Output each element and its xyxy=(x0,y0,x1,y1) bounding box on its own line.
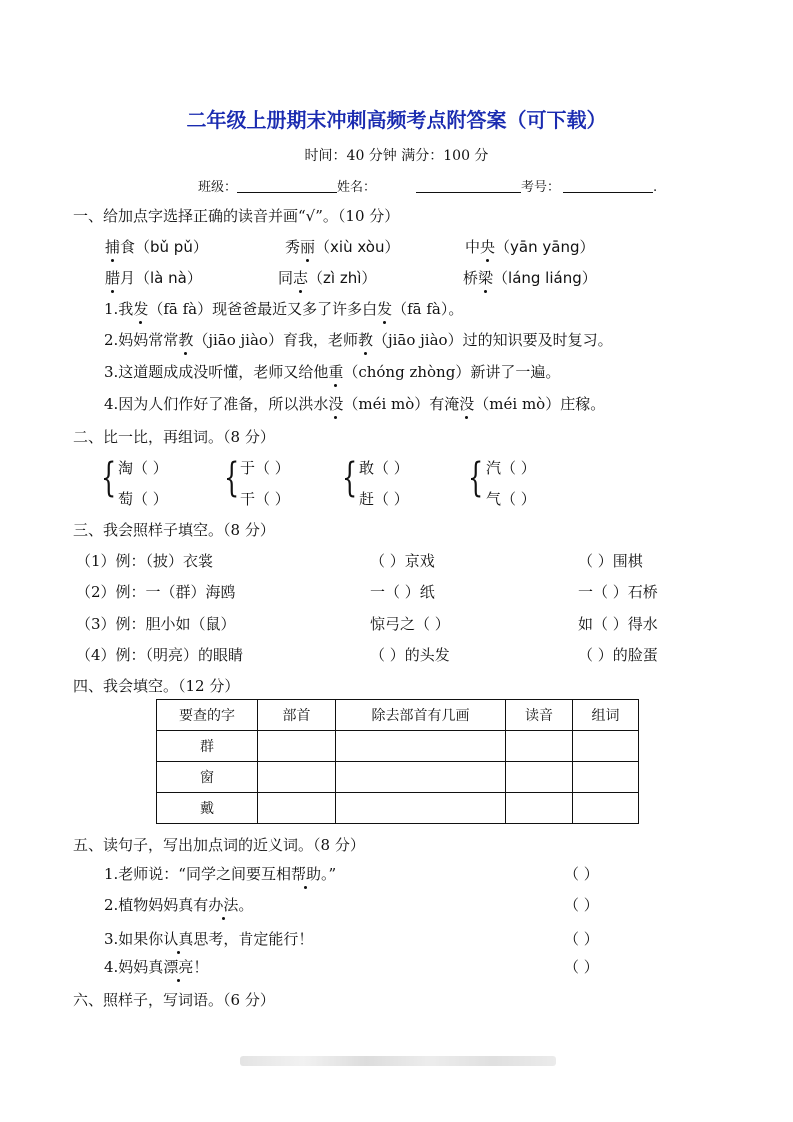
column-header: 部首 xyxy=(258,700,336,731)
table-row xyxy=(157,762,639,793)
column-header: 要查的字 xyxy=(157,700,258,731)
id-blank[interactable] xyxy=(563,178,653,193)
class-label: 班级： xyxy=(198,180,238,195)
column-header: 读音 xyxy=(506,700,573,731)
synonym-sentence-1: 1.老师说：“同学之间要互相帮助。” xyxy=(104,865,337,883)
blurred-footer xyxy=(240,1056,556,1066)
compare-top: 于（ ） xyxy=(240,459,290,477)
answer-cell[interactable] xyxy=(258,731,336,762)
brace-icon: { xyxy=(224,455,240,501)
char-cell: 戴 xyxy=(157,793,258,824)
section-6-heading: 六、照样子，写词语。（6 分） xyxy=(73,991,275,1009)
s1-item: 捕食（bǔ pǔ） xyxy=(105,238,208,256)
section-1-heading: 一、给加点字选择正确的读音并画“√”。（10 分） xyxy=(73,207,400,225)
fill-item: 一（ ）石桥 xyxy=(578,583,658,601)
s1-sentence-4: 4.因为人们作好了准备，所以洪水没（méi mò）有淹没（méi mò）庄稼。 xyxy=(104,395,606,413)
fill-item: （ ）的头发 xyxy=(370,646,450,664)
s1-item: 腊月（là nà） xyxy=(105,269,202,287)
answer-cell[interactable] xyxy=(573,793,639,824)
compare-top: 汽（ ） xyxy=(486,459,536,477)
section-3-heading: 三、我会照样子填空。（8 分） xyxy=(73,521,275,539)
synonym-sentence-2: 2.植物妈妈真有办法。 xyxy=(104,896,254,914)
brace-icon: { xyxy=(101,455,117,501)
s1-item: 同志（zì zhì） xyxy=(278,269,377,287)
answer-paren[interactable]: （ ） xyxy=(564,896,599,914)
answer-cell[interactable] xyxy=(258,762,336,793)
class-blank[interactable] xyxy=(237,178,337,193)
answer-cell[interactable] xyxy=(336,731,506,762)
answer-cell[interactable] xyxy=(506,762,573,793)
column-header: 除去部首有几画 xyxy=(336,700,506,731)
s1-sentence-2: 2.妈妈常常教（jiāo jiào）育我，老师教（jiāo jiào）过的知识要及时复习。 xyxy=(104,331,613,349)
name-label: 姓名： xyxy=(337,180,377,195)
name-blank[interactable] xyxy=(416,178,521,193)
compare-bottom: 干（ ） xyxy=(240,490,290,508)
example-item: （4）例：（明亮）的眼睛 xyxy=(76,646,244,664)
s1-item: 秀丽（xiù xòu） xyxy=(285,238,400,256)
answer-cell[interactable] xyxy=(573,762,639,793)
example-item: （1）例：（披）衣裳 xyxy=(76,552,214,570)
answer-cell[interactable] xyxy=(506,731,573,762)
fill-item: （ ）的脸蛋 xyxy=(578,646,658,664)
table-row xyxy=(157,731,639,762)
table-row xyxy=(157,793,639,824)
section-5-heading: 五、读句子，写出加点词的近义词。（8 分） xyxy=(73,836,365,854)
page-title: 二年级上册期末冲刺高频考点附答案（可下载） xyxy=(186,108,607,132)
brace-icon: { xyxy=(342,455,358,501)
answer-paren[interactable]: （ ） xyxy=(564,958,599,976)
fill-item: 如（ ）得水 xyxy=(578,615,658,633)
s1-sentence-3: 3.这道题成成没听懂，老师又给他重（chóng zhòng）新讲了一遍。 xyxy=(104,363,561,381)
answer-cell[interactable] xyxy=(258,793,336,824)
char-cell: 窗 xyxy=(157,762,258,793)
example-item: （2）例：一（群）海鸥 xyxy=(76,583,236,601)
info-line xyxy=(198,176,657,195)
compare-top: 敢（ ） xyxy=(359,459,409,477)
section-2-heading: 二、比一比，再组词。（8 分） xyxy=(73,428,275,446)
s1-item: 桥梁（láng liáng） xyxy=(463,269,597,287)
lookup-table xyxy=(156,699,639,824)
answer-paren[interactable]: （ ） xyxy=(564,865,599,883)
synonym-sentence-4: 4.妈妈真漂亮！ xyxy=(104,958,209,976)
answer-cell[interactable] xyxy=(336,793,506,824)
fill-item: 惊弓之（ ） xyxy=(370,615,450,633)
fill-item: （ ）围棋 xyxy=(578,552,643,570)
s1-item: 中央（yān yāng） xyxy=(465,238,595,256)
time-score: 时间：40 分钟 满分：100 分 xyxy=(304,148,489,164)
brace-icon: { xyxy=(468,455,484,501)
compare-bottom: 赶（ ） xyxy=(359,490,409,508)
compare-bottom: 萄（ ） xyxy=(118,490,168,508)
answer-cell[interactable] xyxy=(573,731,639,762)
example-item: （3）例：胆小如（鼠） xyxy=(76,615,236,633)
answer-paren[interactable]: （ ） xyxy=(564,930,599,948)
table-header-row xyxy=(157,700,639,731)
compare-top: 淘（ ） xyxy=(118,459,168,477)
fill-item: 一（ ）纸 xyxy=(370,583,435,601)
compare-bottom: 气（ ） xyxy=(486,490,536,508)
answer-cell[interactable] xyxy=(336,762,506,793)
char-cell: 群 xyxy=(157,731,258,762)
section-4-heading: 四、我会填空。（12 分） xyxy=(73,677,240,695)
answer-cell[interactable] xyxy=(506,793,573,824)
end-dot: . xyxy=(653,180,658,195)
s1-sentence-1: 1.我发（fā fà）现爸爸最近又多了许多白发（fā fà）。 xyxy=(104,300,464,318)
id-label: 考号： xyxy=(521,180,561,195)
synonym-sentence-3: 3.如果你认真思考，肯定能行！ xyxy=(104,930,314,948)
fill-item: （ ）京戏 xyxy=(370,552,435,570)
column-header: 组词 xyxy=(573,700,639,731)
